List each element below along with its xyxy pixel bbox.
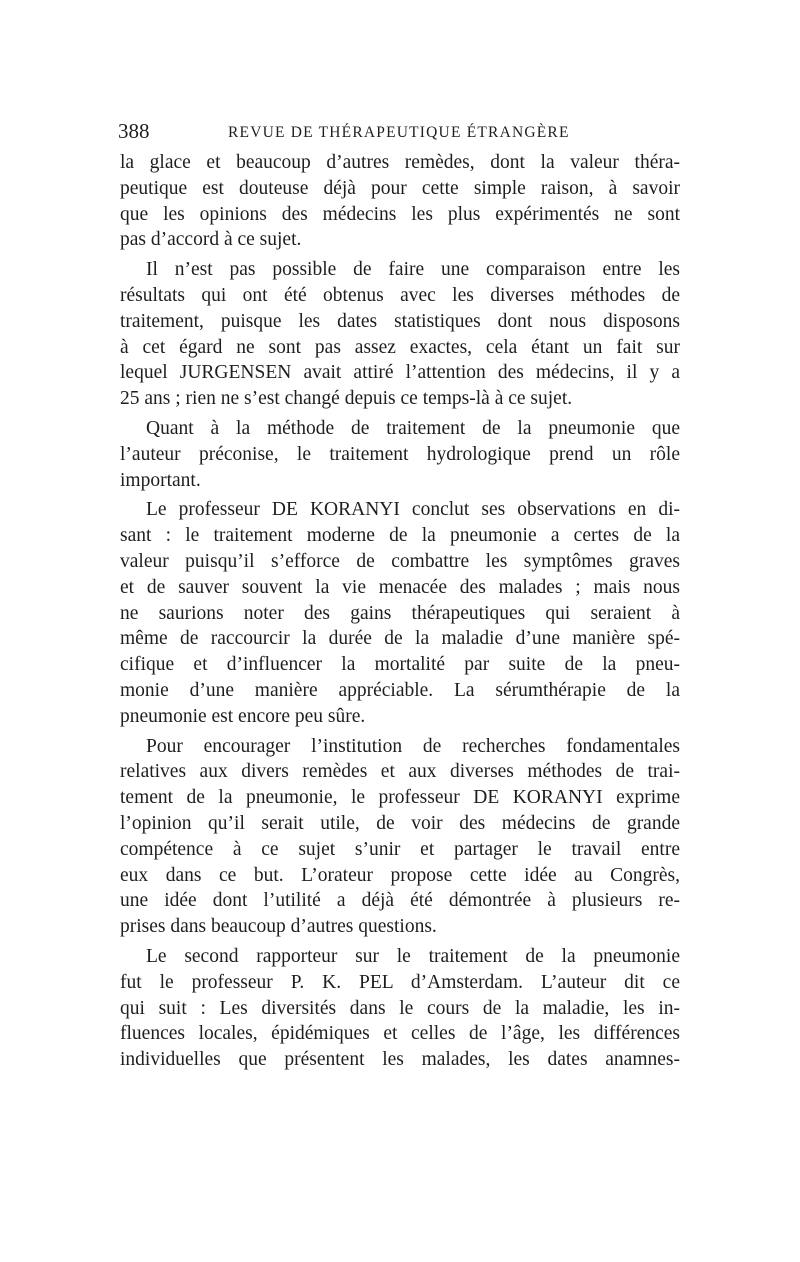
running-title: REVUE DE THÉRAPEUTIQUE ÉTRANGÈRE — [228, 124, 570, 141]
text-line: traitement, puisque les dates statistiques dont nous disposons — [120, 310, 680, 332]
text-line: monie d’une manière appréciable. La sérumthérapie de la — [120, 679, 680, 701]
text-line: résultats qui ont été obtenus avec les diverses méthodes de — [120, 284, 680, 306]
body-text — [120, 150, 680, 1073]
text-line: Pour encourager l’institution de recherches fondamentales — [146, 735, 680, 757]
text-line: 25 ans ; rien ne s’est changé depuis ce temps-là à ce sujet. — [120, 388, 573, 410]
text-line: valeur puisqu’il s’efforce de combattre les symptômes graves — [120, 550, 680, 572]
text-line: important. — [120, 469, 201, 491]
text-line: que les opinions des médecins les plus expérimentés ne sont — [120, 203, 680, 225]
text-line: Le professeur DE KORANYI conclut ses observations en di- — [146, 499, 680, 521]
text-line: pas d’accord à ce sujet. — [120, 229, 302, 251]
text-line: tement de la pneumonie, le professeur DE KORANYI exprime — [120, 787, 680, 809]
text-line: l’opinion qu’il serait utile, de voir des médecins de grande — [120, 812, 680, 834]
text-line: même de raccourcir la durée de la maladie d’une manière spé- — [120, 628, 680, 650]
text-line: ne saurions noter des gains thérapeutiques qui seraient à — [120, 602, 680, 624]
text-line: pneumonie est encore peu sûre. — [120, 705, 366, 727]
paragraph — [120, 497, 680, 729]
text-line: sant : le traitement moderne de la pneumonie a certes de la — [120, 525, 680, 547]
text-line: une idée dont l’utilité a déjà été démontrée à plusieurs re- — [120, 890, 680, 912]
text-line: cifique et d’influencer la mortalité par suite de la pneu- — [120, 654, 680, 676]
text-line: l’auteur préconise, le traitement hydrologique prend un rôle — [120, 443, 680, 465]
text-line: la glace et beaucoup d’autres remèdes, dont la valeur théra- — [120, 152, 680, 173]
text-line: fluences locales, épidémiques et celles de l’âge, les différences — [120, 1023, 680, 1045]
text-line: prises dans beaucoup d’autres questions. — [120, 916, 437, 938]
text-line: peutique est douteuse déjà pour cette simple raison, à savoir — [120, 177, 680, 199]
paragraph — [120, 734, 680, 940]
paragraph — [120, 150, 680, 253]
text-line: qui suit : Les diversités dans le cours de la maladie, les in- — [120, 997, 680, 1019]
text-line: fut le professeur P. K. PEL d’Amsterdam. L’auteur dit ce — [120, 971, 680, 993]
text-line: compétence à ce sujet s’unir et partager le travail entre — [120, 838, 680, 860]
text-line: lequel JURGENSEN avait attiré l’attention des médecins, il y a — [120, 362, 680, 384]
text-line: Quant à la méthode de traitement de la pneumonie que — [146, 417, 680, 439]
running-head — [118, 118, 680, 144]
page-number: 388 — [118, 119, 150, 143]
text-line: relatives aux divers remèdes et aux diverses méthodes de trai- — [120, 761, 680, 783]
paragraph — [120, 944, 680, 1073]
paragraph — [120, 257, 680, 412]
text-line: eux dans ce but. L’orateur propose cette idée au Congrès, — [120, 864, 680, 886]
text-line: à cet égard ne sont pas assez exactes, cela étant un fait sur — [120, 336, 680, 358]
text-line: et de sauver souvent la vie menacée des malades ; mais nous — [120, 576, 680, 598]
text-line: Le second rapporteur sur le traitement de la pneumonie — [146, 945, 680, 967]
text-line: Il n’est pas possible de faire une comparaison entre les — [146, 259, 680, 281]
paragraph — [120, 416, 680, 493]
text-line: individuelles que présentent les malades, les dates anamnes- — [120, 1049, 680, 1071]
